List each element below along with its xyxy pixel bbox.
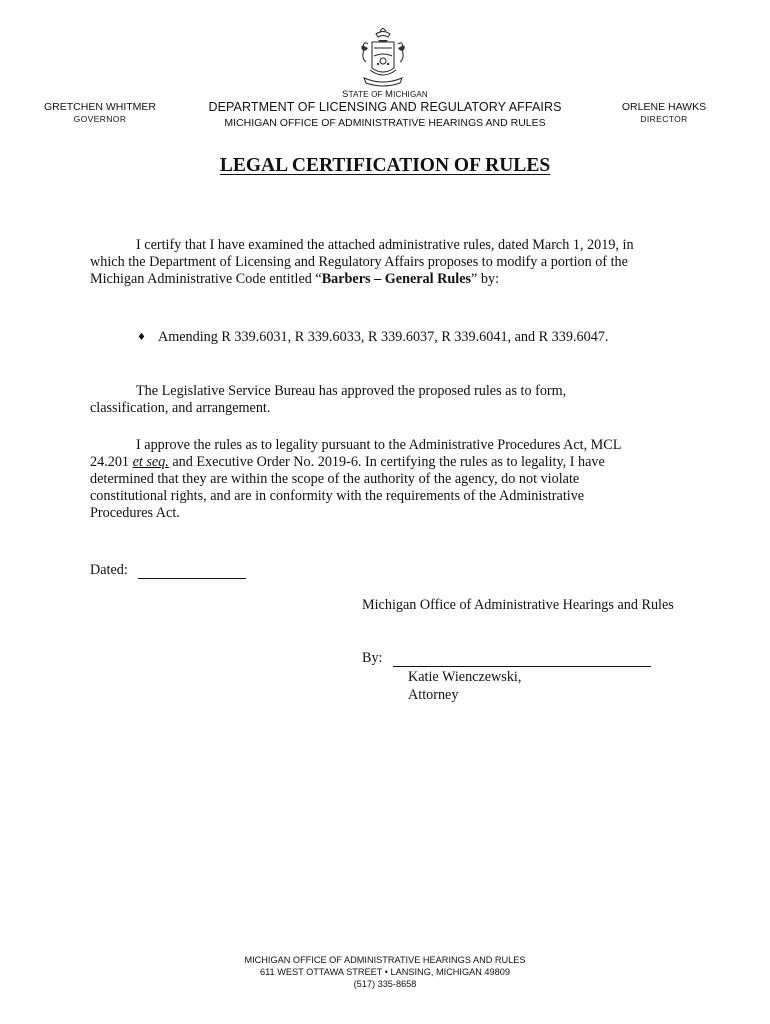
diamond-bullet-icon: ♦ xyxy=(137,332,146,343)
department-name: DEPARTMENT OF LICENSING AND REGULATORY AFFAIRS xyxy=(208,100,562,114)
footer-phone: (517) 335-8658 xyxy=(353,979,417,989)
state-of-michigan-line: STATE OF MICHIGAN xyxy=(342,89,428,100)
legality-paragraph: I approve the rules as to legality pursuant to the Administrative Procedures Act, MCL 24.201 et seq. and Executive Order No. 2019-6. In certifying the rules as to legality, I have determined that they are within the scope of the authority of the agency, do not violate constitutional rights, and are in conformity with the requirements of the Administrative Procedures Act. xyxy=(90,437,622,521)
list-item: ♦ Amending R 339.6031, R 339.6033, R 339.6037, R 339.6041, and R 339.6047. xyxy=(137,329,609,345)
footer-address: 611 WEST OTTAWA STREET • LANSING, MICHIGAN 49809 xyxy=(260,967,510,977)
date-blank-line xyxy=(138,564,246,579)
signer-name: Katie Wienczewski, xyxy=(408,669,522,685)
dated-field: Dated: xyxy=(90,562,246,579)
signature-blank-line xyxy=(393,652,651,667)
signature-line: By: xyxy=(362,650,651,667)
office-name: MICHIGAN OFFICE OF ADMINISTRATIVE HEARINGS AND RULES xyxy=(224,117,546,129)
footer-office: MICHIGAN OFFICE OF ADMINISTRATIVE HEARINGS AND RULES xyxy=(244,955,526,965)
director-name: ORLENE HAWKS xyxy=(621,101,707,113)
rule-set-name: Barbers – General Rules xyxy=(321,271,472,287)
signing-office: Michigan Office of Administrative Hearings and Rules xyxy=(362,597,674,613)
certification-paragraph: I certify that I have examined the attached administrative rules, dated March 1, 2019, in which the Department of Licensing and Regulatory Affairs proposes to modify a portion of the Michigan Administrative Code entitled “Barbers – General Rules” by: xyxy=(90,237,634,287)
governor-name: GRETCHEN WHITMER xyxy=(44,101,156,113)
governor-title: GOVERNOR xyxy=(73,114,127,124)
signer-title: Attorney xyxy=(408,687,459,703)
state-seal-icon xyxy=(358,28,408,90)
document-title: LEGAL CERTIFICATION OF RULES xyxy=(219,155,551,176)
lsb-approval-paragraph: The Legislative Service Bureau has approved the proposed rules as to form, classification, and arrangement. xyxy=(90,383,567,416)
director-title: DIRECTOR xyxy=(640,114,688,124)
et-seq: et seq. xyxy=(132,454,169,470)
